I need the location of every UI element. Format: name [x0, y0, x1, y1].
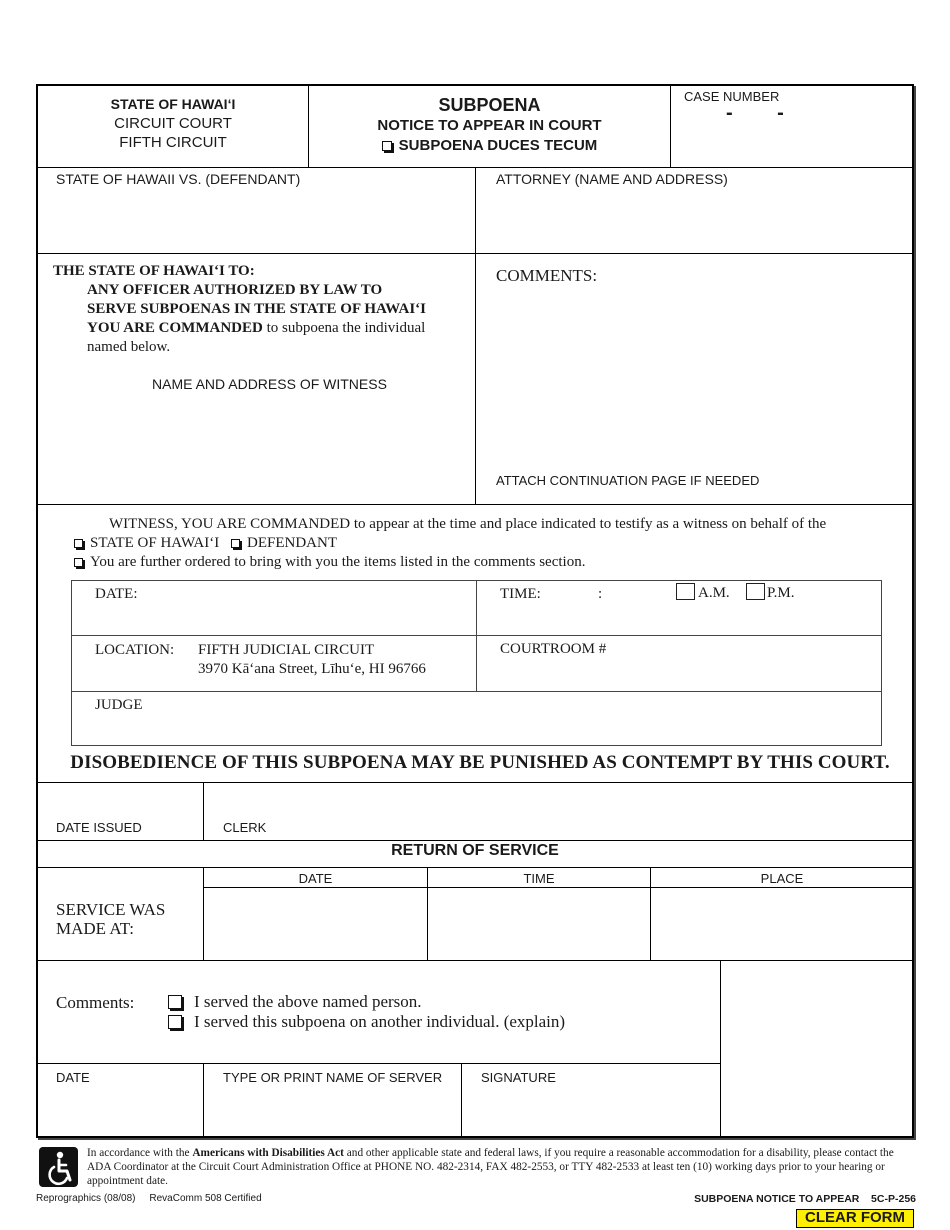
date-issued-field[interactable]	[38, 784, 202, 839]
witness-intro: WITNESS, YOU ARE COMMANDED to appear at the time and place indicated to testify as a witness on behalf of the	[109, 516, 827, 532]
witness-name-field[interactable]	[52, 376, 462, 496]
service-final-date-field[interactable]	[38, 1065, 202, 1136]
time-colon: :	[598, 586, 603, 602]
service-comments-label: Comments:	[56, 993, 135, 1012]
pm-checkbox[interactable]	[746, 583, 765, 600]
contempt-warning: DISOBEDIENCE OF THIS SUBPOENA MAY BE PUNISHED AS CONTEMPT BY THIS COURT.	[70, 752, 890, 773]
service-final-date-label: DATE	[56, 1070, 90, 1085]
served-other-checkbox[interactable]	[168, 1015, 182, 1029]
am-label: A.M.	[698, 585, 730, 601]
ada-notice	[87, 1146, 912, 1188]
continuation-note: ATTACH CONTINUATION PAGE IF NEEDED	[496, 473, 760, 488]
defendant-label: STATE OF HAWAII VS. (DEFENDANT)	[56, 171, 301, 187]
signature-label: SIGNATURE	[481, 1070, 556, 1085]
service-made-at	[56, 900, 165, 938]
form-id: SUBPOENA NOTICE TO APPEAR 5C-P-256	[694, 1193, 916, 1205]
served-other-label: I served this subpoena on another individual. (explain)	[194, 1012, 566, 1031]
case-number-dashes: - -	[726, 102, 784, 124]
state-checkbox[interactable]	[74, 539, 83, 548]
judge-field[interactable]	[73, 694, 880, 744]
service-place-header: PLACE	[760, 871, 804, 886]
witness-name-label: NAME AND ADDRESS OF WITNESS	[152, 376, 387, 392]
appearance-date-label: DATE:	[95, 586, 138, 602]
location-name: FIFTH JUDICIAL CIRCUIT	[198, 642, 375, 658]
service-line-2: MADE AT:	[56, 919, 135, 938]
defendant-option-label: DEFENDANT	[247, 535, 338, 551]
duces-tecum-checkbox[interactable]	[382, 141, 392, 151]
case-number-field[interactable]	[672, 86, 912, 166]
am-checkbox[interactable]	[676, 583, 695, 600]
server-name-field[interactable]	[204, 1065, 460, 1136]
clerk-label: CLERK	[223, 820, 267, 835]
defendant-checkbox[interactable]	[231, 539, 240, 548]
service-place-field[interactable]	[651, 889, 912, 959]
served-named-label: I served the above named person.	[194, 992, 422, 1011]
judge-label: JUDGE	[95, 697, 143, 713]
bring-items-label: You are further ordered to bring with you the items listed in the comments section.	[90, 554, 586, 570]
case-number-label: CASE NUMBER	[684, 89, 780, 104]
witness-command	[74, 515, 904, 572]
server-comments-side-field[interactable]	[722, 962, 912, 1136]
courtroom-field[interactable]	[478, 638, 880, 690]
command-line-2: ANY OFFICER AUTHORIZED BY LAW TO	[87, 282, 383, 298]
court-name: CIRCUIT COURT	[114, 115, 232, 132]
date-issued-label: DATE ISSUED	[56, 820, 142, 835]
command-line-5: named below.	[87, 339, 171, 355]
signature-field[interactable]	[462, 1065, 719, 1136]
duces-tecum-label: SUBPOENA DUCES TECUM	[398, 137, 598, 154]
form-title-block	[309, 95, 670, 156]
location-address: 3970 Kā‘ana Street, Līhu‘e, HI 96766	[198, 661, 426, 677]
comments-field[interactable]	[478, 256, 910, 502]
page-subtitle: NOTICE TO APPEAR IN COURT	[377, 117, 602, 134]
service-date-field[interactable]	[204, 889, 426, 959]
service-time-field[interactable]	[428, 889, 649, 959]
command-line-4-rest: to subpoena the individual	[262, 320, 426, 336]
pm-label: P.M.	[767, 585, 795, 601]
server-name-label: TYPE OR PRINT NAME OF SERVER	[223, 1070, 443, 1085]
accessibility-icon	[39, 1147, 78, 1187]
return-of-service-title: RETURN OF SERVICE	[391, 842, 559, 859]
page-title: SUBPOENA	[438, 95, 541, 115]
location-label: LOCATION:	[95, 642, 175, 658]
courtroom-label: COURTROOM #	[500, 641, 607, 657]
reprographics-note: Reprographics (08/08) RevaComm 508 Certified	[36, 1193, 262, 1204]
appearance-time-label: TIME:	[500, 586, 541, 602]
defendant-field[interactable]	[56, 171, 466, 249]
court-info	[38, 95, 308, 152]
service-date-header: DATE	[298, 871, 333, 886]
clerk-field[interactable]	[204, 784, 912, 839]
court-circuit: FIFTH CIRCUIT	[119, 134, 227, 151]
service-options	[168, 992, 565, 1032]
ada-post: and other applicable state and federal laws, if you require a reasonable accommodation for a disability, please contact the ADA Coordinator at the Circuit Court Administration Office at PHONE NO. 482-2314, FAX 482-2553, or TTY 482-2533 at least ten (10) working days prior to your hearing or appointment date.	[87, 1147, 894, 1187]
clear-form-button[interactable]: CLEAR FORM	[796, 1209, 914, 1228]
command-text	[53, 262, 468, 357]
bring-items-checkbox[interactable]	[74, 558, 83, 567]
appearance-date-field[interactable]	[73, 582, 475, 634]
command-line-4-bold: YOU ARE COMMANDED	[87, 320, 263, 336]
ada-bold: Americans with Disabilities Act	[192, 1147, 344, 1159]
command-line-1: THE STATE OF HAWAI‘I TO:	[53, 263, 255, 279]
attorney-label: ATTORNEY (NAME AND ADDRESS)	[496, 171, 728, 187]
location-field	[73, 638, 475, 690]
state-option-label: STATE OF HAWAI‘I	[90, 535, 220, 551]
service-line-1: SERVICE WAS	[56, 900, 166, 919]
attorney-field[interactable]	[496, 171, 906, 249]
command-line-3: SERVE SUBPOENAS IN THE STATE OF HAWAI‘I	[87, 301, 427, 317]
served-named-checkbox[interactable]	[168, 995, 182, 1009]
court-state: STATE OF HAWAI‘I	[110, 96, 236, 112]
ada-pre: In accordance with the	[87, 1147, 193, 1159]
service-time-header: TIME	[523, 871, 555, 886]
comments-label: COMMENTS:	[496, 266, 598, 285]
